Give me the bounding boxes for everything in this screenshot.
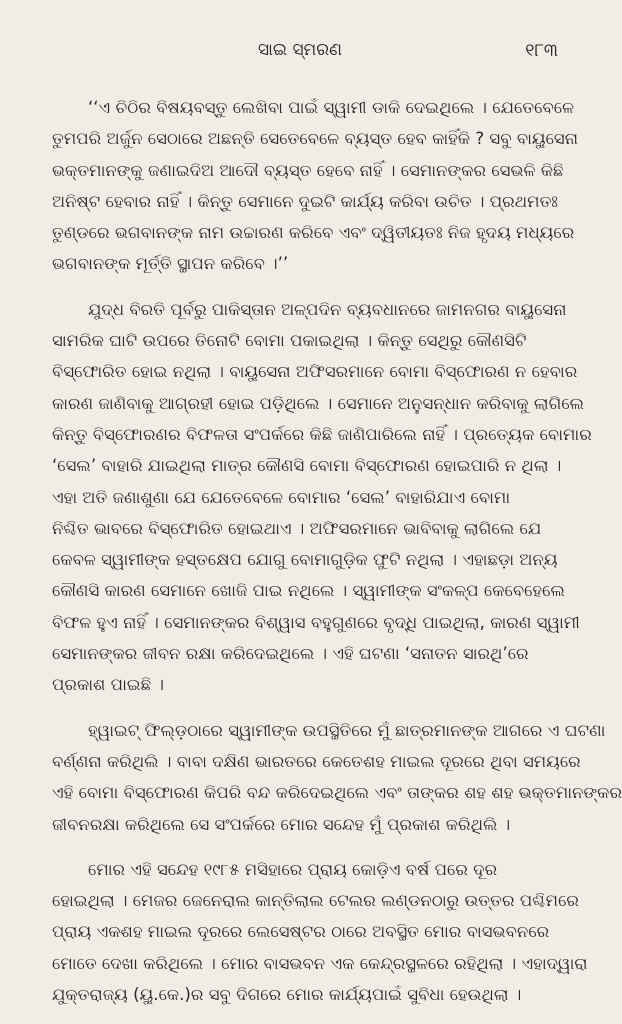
text-line: ବର୍ଣ୍ଣନା କରିଥିଲି । ବାବା ଦକ୍ଷିଣ ଭାରତରେ କେତେଶହ ମାଇଲ ଦୂରରେ ଥିବା ସମୟରେ — [52, 751, 581, 771]
text-line: କାରଣ ଜାଣିବାକୁ ଆଗ୍ରହୀ ହୋଇ ପଡ଼ିଥିଲେ । ସେମାନେ ଅନୁସନ୍ଧାନ କରିବାକୁ ଲାଗିଲେ — [52, 393, 585, 413]
text-line: ମୋର ଏହି ସନ୍ଦେହ ୧୯୮୫ ମସିହାରେ ପ୍ରାୟ କୋଡ଼ିଏ ବର୍ଷ ପରେ ଦୂର — [88, 859, 498, 879]
text-line: ତୁଣ୍ଡରେ ଭଗବାନଙ୍କ ନାମ ଉଚ୍ଚାରଣ କରିବେ ଏବଂ ଦ୍ୱିତୀୟତଃ ନିଜ ହୃଦୟ ମଧ୍ୟରେ — [52, 223, 575, 243]
text-line: ସାମରିକ ଘାଟି ଉପରେ ତିନୋଟି ବୋମା ପକାଇଥିଲା । କିନ୍ତୁ ସେଥିରୁ କୌଣସିଟି — [52, 331, 527, 351]
text-line: କିନ୍ତୁ ବିସ୍ଫୋରଣର ବିଫଳତା ସଂପର୍କରେ କିଛି ଜାଣିପାରିଲେ ନାହିଁ । ପ୍ରତ୍ୟେକ ବୋମାର — [52, 424, 592, 444]
paragraph-quote — [52, 92, 579, 280]
text-line: ହ୍ୱାଇଟ୍ ଫିଲ୍ଡ଼ଠାରେ ସ୍ୱାମୀଙ୍କ ଉପସ୍ଥିତିରେ ମୁଁ ଛାତ୍ରମାନଙ୍କ ଆଗରେ ଏ ଘଟଣା — [88, 720, 606, 740]
text-line: ‘‘ଏ ଚିଠିର ବିଷୟବସ୍ତୁ ଲେଖିବା ପାଇଁ ସ୍ୱାମୀ ଡାକି ଦେଇଥିଲେ । ଯେତେବେଳେ — [88, 98, 575, 117]
text-line: ମୋତେ ଦେଖା କରିଥିଲେ । ମୋର ବାସଭବନ ଏକ କେନ୍ଦ୍ରସ୍ଥଳରେ ରହିଥିଲା । ଏହାଦ୍ୱାରା — [52, 953, 588, 973]
text-line: ବିସ୍ଫୋରିତ ହୋଇ ନଥିଲା । ବାୟୁସେନା ଅଫିସରମାନେ ବୋମା ବିସ୍ଫୋରଣ ନ ହେବାର — [52, 362, 578, 382]
text-line: ଏହି ବୋମା ବିସ୍ଫୋରଣ କିପରି ବନ୍ଦ କରିଦେଇଥିଲେ ଏବଂ ତାଙ୍କର ଶହ ଶହ ଭକ୍ତମାନଙ୍କର — [52, 783, 622, 803]
text-line: କୌଣସି କାରଣ ସେମାନେ ଖୋଜି ପାଇ ନଥିଲେ । ସ୍ୱାମୀଙ୍କ ସଂକଳ୍ପ କେବେହେଲେ — [52, 581, 565, 601]
text-line: ଅନିଷ୍ଟ ହେବାର ନାହିଁ । କିନ୍ତୁ ସେମାନେ ଦୁଇଟି କାର୍ଯ୍ୟ କରିବା ଉଚିତ । ପ୍ରଥମତଃ — [52, 191, 558, 211]
paragraph-bombs — [52, 294, 592, 701]
text-line: ପ୍ରାୟ ଏକଶହ ମାଇଲ ଦୂରରେ ଲେସେଷ୍ଟର ଠାରେ ଅବସ୍ଥିତ ମୋର ବାସଭବନରେ — [52, 922, 550, 942]
text-line: କେବଳ ସ୍ୱାମୀଙ୍କ ହସ୍ତକ୍ଷେପ ଯୋଗୁ ବୋମାଗୁଡ଼ିକ ଫୁଟି ନଥିଲା । ଏହାଛଡ଼ା ଅନ୍ୟ — [52, 550, 558, 570]
text-line: ହୋଇଥିଲା । ମେଜର ଜେନେରାଲ କାନ୍ତିଲାଲ ଟେଲର ଲଣ୍ଡନଠାରୁ ଉତ୍ତର ପଶ୍ଚିମରେ — [52, 891, 579, 911]
text-line: ନିଶ୍ଚିତ ଭାବରେ ବିସ୍ଫୋରିତ ହୋଇଥାଏ । ଅଫିସରମାନେ ଭାବିବାକୁ ଲାଗିଲେ ଯେ — [52, 518, 542, 538]
page-number: ୧୮୩ — [525, 40, 558, 61]
running-title: ସାଇ ସ୍ମରଣ — [257, 40, 343, 60]
text-line: ପ୍ରକାଶ ପାଇଛି । — [52, 675, 164, 695]
text-line: ‘ସେଲ’ ବାହାରି ଯାଇଥିଲା ମାତ୍ର କୌଣସି ବୋମା ବିସ୍ଫୋରଣ ହୋଇପାରି ନ ଥିଲା । — [52, 456, 562, 476]
paragraph-whitefield — [52, 715, 622, 840]
page-body — [52, 92, 622, 1024]
page-header — [0, 40, 600, 70]
text-line: ଯୁଦ୍ଧ ବିରତି ପୂର୍ବରୁ ପାକିସ୍ତାନ ଅଳ୍ପଦିନ ବ୍ୟବଧାନରେ ଜାମନଗର ବାୟୁସେନା — [88, 299, 567, 319]
text-line: ଭଗବାନଙ୍କ ମୂର୍ତ୍ତି ସ୍ଥାପନ କରିବେ ।’’ — [52, 254, 289, 274]
text-line: ତୁମପରି ଅର୍ଜୁନ ସେଠାରେ ଅଛନ୍ତି ସେତେବେଳେ ବ୍ୟସ୍ତ ହେବ କାହିଁକି ? ସବୁ ବାୟୁସେନା — [52, 129, 579, 149]
paragraph-doubt-resolved — [52, 854, 588, 1010]
text-line: ଯୁକ୍ତରାଜ୍ୟ (ୟୁ.କେ.)ର ସବୁ ଦିଗରେ ମୋର କାର୍ଯ୍ୟପାଇଁ ସୁବିଧା ହେଉଥିଲା । — [52, 985, 522, 1005]
text-line: ସେମାନଙ୍କର ଜୀବନ ରକ୍ଷା କରିଦେଇଥିଲେ । ଏହି ଘଟଣା ‘ସନାତନ ସାରଥି’ରେ — [52, 644, 529, 664]
text-line: ଭକ୍ତମାନଙ୍କୁ ଜଣାଇଦିଅ ଆଦୌ ବ୍ୟସ୍ତ ହେବେ ନାହିଁ । ସେମାନଙ୍କର ସେଭଳି କିଛି — [52, 160, 564, 180]
text-line: ବିଫଳ ହୁଏ ନାହିଁ । ସେମାନଙ୍କର ବିଶ୍ୱାସ ବହୁଗୁଣରେ ବୃଦ୍ଧି ପାଇଥିଲା, କାରଣ ସ୍ୱାମୀ — [52, 612, 580, 632]
text-line: ଜୀବନରକ୍ଷା କରିଥିଲେ ସେ ସଂପର୍କରେ ମୋର ସନ୍ଦେହ ମୁଁ ପ୍ରକାଶ କରିଥିଲି । — [52, 814, 511, 834]
text-line: ଏହା ଅତି ଜଣାଶୁଣା ଯେ ଯେତେବେଳେ ବୋମାର ‘ସେଲ’ ବାହାରିଯାଏ ବୋମା — [52, 487, 511, 507]
